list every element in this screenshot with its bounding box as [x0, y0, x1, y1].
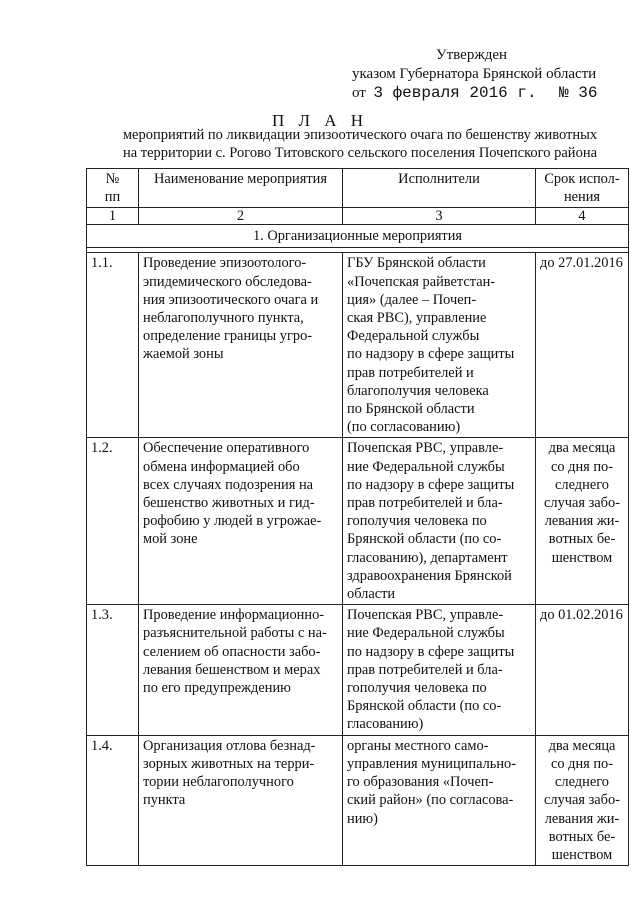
cell-text-line: по надзору в сфере защиты — [347, 476, 515, 493]
cell-text-line: до 27.01.2016 — [540, 255, 623, 272]
cell-text-line: по его предупреждению — [143, 680, 291, 697]
column-number: 2 — [139, 208, 343, 225]
column-number: 3 — [343, 208, 536, 225]
cell-text-line: благополучия человека — [347, 382, 489, 399]
cell-text-line: жаемой зоны — [143, 346, 224, 363]
table-header-row — [87, 169, 629, 208]
row-number: 1.3. — [87, 605, 139, 735]
cell-text-line: шенством — [551, 846, 613, 863]
row-executors — [343, 605, 536, 735]
cell-text-line: разъяснительной работы с на- — [143, 625, 327, 642]
cell-text-line: левания жи- — [544, 513, 620, 530]
cell-text-line: определение границы угро- — [143, 328, 313, 345]
approval-heading: Утвержден — [436, 47, 508, 63]
approval-date-prefix: от — [352, 85, 366, 101]
cell-text-line: левания бешенством и мерах — [143, 661, 321, 678]
cell-text-line: ская РВС), управление — [347, 310, 487, 327]
cell-text-line: Почепская РВС, управле- — [347, 440, 504, 457]
approval-stamp — [352, 46, 598, 103]
header-executors: Исполнители — [343, 169, 536, 208]
row-deadline — [536, 253, 629, 438]
cell-text-line: мой зоне — [143, 531, 198, 548]
approval-date-line — [352, 84, 598, 103]
cell-text-line: прав потребителей и бла- — [347, 495, 503, 512]
row-deadline — [536, 438, 629, 605]
cell-text-line: гополучия человека по — [347, 680, 487, 697]
cell-text-line: здравоохранения Брянской — [347, 567, 512, 584]
table-row — [87, 253, 629, 438]
document-title: П Л А Н — [271, 111, 369, 130]
cell-text-line: пункта — [143, 792, 186, 809]
cell-text-line: селением об опасности забо- — [143, 643, 321, 660]
cell-text-line: го образования «Почеп- — [347, 774, 494, 791]
cell-text-line: обмена информацией обо — [143, 458, 300, 475]
cell-text-line: случая забо- — [544, 495, 620, 512]
cell-text-line: шенством — [551, 549, 613, 566]
row-number: 1.1. — [87, 253, 139, 438]
table-row — [87, 605, 629, 735]
cell-text-line: нию) — [347, 810, 378, 827]
cell-text-line: вотных бе- — [548, 531, 616, 548]
cell-text-line: Брянской области (по со- — [347, 531, 502, 548]
cell-text-line: Брянской области (по со- — [347, 698, 502, 715]
cell-text-line: рофобию у людей в угрожае- — [143, 513, 322, 530]
cell-text-line: бешенство животных и гид- — [143, 495, 315, 512]
cell-text-line: (по согласованию) — [347, 419, 461, 436]
section-heading: 1. Организационные мероприятия — [87, 225, 629, 248]
cell-text-line: случая забо- — [544, 792, 620, 809]
row-name — [139, 605, 343, 735]
cell-text-line: следнего — [555, 774, 609, 791]
cell-text-line: ние Федеральной службы — [347, 458, 505, 475]
column-number: 4 — [536, 208, 629, 225]
header-num-line1: № — [105, 171, 120, 187]
document-subtitle — [80, 126, 640, 162]
cell-text-line: гополучия человека по — [347, 513, 487, 530]
cell-text-line: прав потребителей и бла- — [347, 661, 503, 678]
subtitle-line-2: на территории с. Рогово Титовского сельского поселения Почепского района — [122, 145, 598, 161]
row-number: 1.4. — [87, 735, 139, 865]
cell-text-line: следнего — [555, 476, 609, 493]
cell-text-line: Проведение эпизоотолого- — [143, 255, 307, 272]
header-deadline — [536, 169, 629, 208]
approval-authority: указом Губернатора Брянской области — [352, 66, 597, 82]
cell-text-line: Организация отлова безнад- — [143, 737, 316, 754]
row-number: 1.2. — [87, 438, 139, 605]
cell-text-line: неблагополучного пункта, — [143, 310, 304, 327]
subtitle-line-1: мероприятий по ликвидации эпизоотического очага по бешенству животных — [122, 127, 598, 143]
row-name — [139, 438, 343, 605]
table-row — [87, 735, 629, 865]
header-deadline-line2: нения — [563, 189, 601, 206]
cell-text-line: ния эпизоотического очага и — [143, 291, 319, 308]
cell-text-line: всех случаях подозрения на — [143, 476, 314, 493]
cell-text-line: «Почепская райветстан- — [347, 273, 496, 290]
approval-date: 3 февраля 2016 г. — [373, 84, 537, 102]
cell-text-line: Проведение информационно- — [143, 607, 325, 624]
row-name — [139, 253, 343, 438]
column-number: 1 — [87, 208, 139, 225]
header-name: Наименование мероприятия — [139, 169, 343, 208]
cell-text-line: ция» (далее – Почеп- — [347, 291, 477, 308]
cell-text-line: тории неблагополучного — [143, 774, 294, 791]
cell-text-line: органы местного само- — [347, 737, 489, 754]
row-deadline — [536, 605, 629, 735]
cell-text-line: зорных животных на терри- — [143, 755, 315, 772]
cell-text-line: области — [347, 586, 396, 603]
row-executors — [343, 438, 536, 605]
row-executors — [343, 253, 536, 438]
cell-text-line: по надзору в сфере защиты — [347, 346, 515, 363]
cell-text-line: вотных бе- — [548, 828, 616, 845]
cell-text-line: эпидемического обследова- — [143, 273, 312, 290]
approval-number: № 36 — [559, 84, 598, 102]
cell-text-line: до 01.02.2016 — [540, 607, 623, 624]
header-num — [87, 169, 139, 208]
table-row — [87, 438, 629, 605]
cell-text-line: прав потребителей и — [347, 364, 474, 381]
plan-table — [86, 168, 629, 866]
cell-text-line: ский район» (по согласова- — [347, 792, 514, 809]
cell-text-line: по Брянской области — [347, 401, 475, 418]
cell-text-line: ГБУ Брянской области — [347, 255, 486, 272]
cell-text-line: два месяца — [548, 737, 616, 754]
cell-text-line: Обеспечение оперативного — [143, 440, 310, 457]
column-number-row — [87, 208, 629, 225]
cell-text-line: ние Федеральной службы — [347, 625, 505, 642]
section-heading-row — [87, 225, 629, 248]
header-num-line2: пп — [104, 189, 121, 206]
header-deadline-line1: Срок испол- — [544, 171, 620, 187]
cell-text-line: Федеральной службы — [347, 328, 480, 345]
row-name — [139, 735, 343, 865]
cell-text-line: гласованию), департамент — [347, 549, 508, 566]
cell-text-line: управления муниципально- — [347, 755, 517, 772]
cell-text-line: со дня по- — [550, 458, 614, 475]
cell-text-line: по надзору в сфере защиты — [347, 643, 515, 660]
cell-text-line: левания жи- — [544, 810, 620, 827]
cell-text-line: два месяца — [548, 440, 616, 457]
row-executors — [343, 735, 536, 865]
cell-text-line: гласованию) — [347, 716, 424, 733]
row-deadline — [536, 735, 629, 865]
cell-text-line: со дня по- — [550, 755, 614, 772]
cell-text-line: Почепская РВС, управле- — [347, 607, 504, 624]
